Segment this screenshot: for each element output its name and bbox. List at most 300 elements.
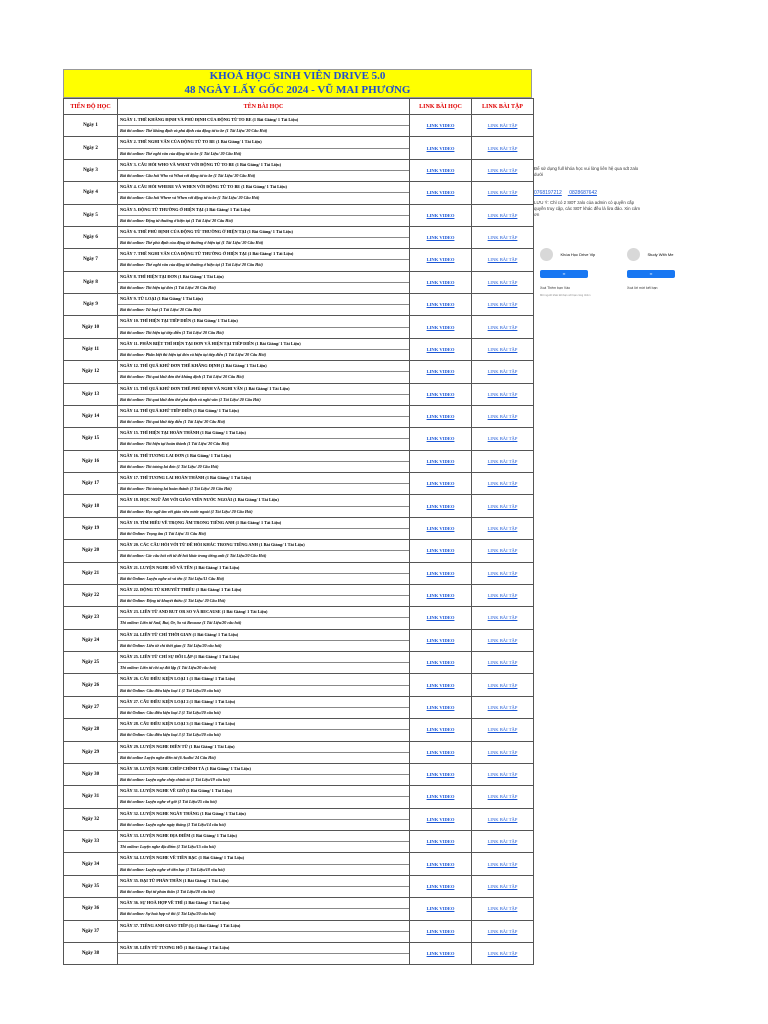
video-link[interactable]: LINK VIDEO <box>426 593 455 599</box>
video-cell <box>410 338 472 360</box>
lesson-title: NGÀY 5. ĐỘNG TỪ THƯỜNG Ở HIỆN TẠI (1 Bài Giảng/ 1 Tài Liệu) <box>120 206 251 212</box>
video-link[interactable]: LINK VIDEO <box>426 906 455 912</box>
day-cell: Ngày 26 <box>64 674 118 696</box>
exercise-cell <box>472 808 534 830</box>
online-test-title: Bài thi Online: Liên từ chỉ thời gian (1 Tài Liệu/20 câu hỏi) <box>118 640 409 651</box>
lesson-title: NGÀY 6. THỂ PHỦ ĐỊNH CỦA ĐỘNG TỪ THƯỜNG Ở HIỆN TẠI (1 Bài Giảng/ 1 Tài Liệu) <box>120 228 293 234</box>
table-row <box>64 763 534 785</box>
table-row <box>64 786 534 808</box>
exercise-cell <box>472 763 534 785</box>
video-cell <box>410 405 472 427</box>
exercise-link[interactable]: LINK BÀI TẬP <box>487 951 518 957</box>
video-cell <box>410 741 472 763</box>
lesson-cell <box>118 473 410 495</box>
lesson-title: NGÀY 28. CÂU ĐIỀU KIỆN LOẠI 3 (1 Bài Giảng/ 1 Tài Liệu) <box>120 721 236 727</box>
lesson-title: NGÀY 2. THỂ NGHI VẤN CỦA ĐỘNG TỪ TO BE (1 Bài Giảng/ 1 Tài Liệu) <box>120 139 262 145</box>
video-cell <box>410 137 472 159</box>
table-row <box>64 629 534 651</box>
exercise-link[interactable]: LINK BÀI TẬP <box>487 212 518 218</box>
exercise-cell <box>472 517 534 539</box>
contact-note: Để sử dụng full khóa học vui lòng liên hệ qua sdt zalo dưới <box>534 166 639 177</box>
lesson-title: NGÀY 23. LIÊN TỪ AND BUT OR SO VÀ BECAUSE (1 Bài Giảng/ 1 Tài Liệu) <box>120 609 268 615</box>
day-cell: Ngày 2 <box>64 137 118 159</box>
video-cell <box>410 652 472 674</box>
exercise-link[interactable]: LINK BÀI TẬP <box>487 369 518 375</box>
exercise-link[interactable]: LINK BÀI TẬP <box>487 593 518 599</box>
video-cell <box>410 942 472 964</box>
table-row <box>64 674 534 696</box>
lesson-title: NGÀY 15. THÌ HIỆN TẠI HOÀN THÀNH (1 Bài Giảng/ 1 Tài Liệu) <box>120 430 246 436</box>
lesson-title: NGÀY 24. LIÊN TỪ CHỈ THỜI GIAN (1 Bài Giảng/ 1 Tài Liệu) <box>120 631 239 637</box>
video-cell <box>410 204 472 226</box>
day-cell: Ngày 23 <box>64 607 118 629</box>
lesson-cell <box>118 898 410 920</box>
lesson-title: NGÀY 8. THÌ HIỆN TẠI ĐƠN (1 Bài Giảng/ 1 Tài Liệu) <box>120 273 224 279</box>
exercise-link[interactable]: LINK BÀI TẬP <box>487 772 518 778</box>
video-link[interactable]: LINK VIDEO <box>426 839 455 845</box>
day-cell: Ngày 25 <box>64 652 118 674</box>
video-link[interactable]: LINK VIDEO <box>426 951 455 957</box>
exercise-cell <box>472 159 534 181</box>
video-link[interactable]: LINK VIDEO <box>426 190 455 196</box>
lesson-title: NGÀY 16. THÌ TƯƠNG LAI ĐƠN (1 Bài Giảng/ 1 Tài Liệu) <box>120 452 231 458</box>
lesson-title: NGÀY 21. LUYỆN NGHE SỐ VÀ TÊN (1 Bài Giảng/ 1 Tài Liệu) <box>120 564 240 570</box>
online-test-title: Bài thi online: Luyện nghe về giờ (1 Tài Liệu/25 câu hỏi) <box>118 796 409 807</box>
lesson-cell <box>118 226 410 248</box>
exercise-link[interactable]: LINK BÀI TẬP <box>487 279 518 285</box>
video-cell <box>410 898 472 920</box>
lesson-cell <box>118 719 410 741</box>
online-test-title: Bài thi online: Câu hỏi Who và What với động từ to be (1 Tài Liệu/ 20 Câu Hỏi) <box>118 170 409 181</box>
exercise-link[interactable]: LINK BÀI TẬP <box>487 436 518 442</box>
exercise-cell <box>472 831 534 853</box>
video-link[interactable]: LINK VIDEO <box>426 324 455 330</box>
exercise-cell <box>472 786 534 808</box>
day-cell: Ngày 21 <box>64 562 118 584</box>
day-cell: Ngày 22 <box>64 584 118 606</box>
table-row <box>64 115 534 137</box>
video-cell <box>410 607 472 629</box>
exercise-cell <box>472 115 534 137</box>
exercise-link[interactable]: LINK BÀI TẬP <box>487 660 518 666</box>
exercise-cell <box>472 249 534 271</box>
video-cell <box>410 831 472 853</box>
day-cell: Ngày 16 <box>64 450 118 472</box>
lesson-cell <box>118 383 410 405</box>
exercise-link[interactable]: LINK BÀI TẬP <box>487 167 518 173</box>
header-exercise: LINK BÀI TẬP <box>472 99 534 115</box>
lesson-cell <box>118 361 410 383</box>
table-row <box>64 517 534 539</box>
online-test-title: Bài thi online: Phân biệt thì hiện tại đơn và hiện tại tiếp diễn (1 Tài Liệu/ 20 Câu Hỏi) <box>118 349 409 360</box>
day-cell: Ngày 37 <box>64 920 118 942</box>
avatar <box>540 248 553 261</box>
video-cell <box>410 786 472 808</box>
day-cell: Ngày 20 <box>64 540 118 562</box>
lesson-title: NGÀY 19. TÌM HIỂU VỀ TRỌNG ÂM TRONG TIẾNG ANH (1 Bài Giảng/ 1 Tài Liệu) <box>120 519 282 525</box>
lesson-title: NGÀY 10. THÌ HIỆN TẠI TIẾP DIỄN (1 Bài Giảng/ 1 Tài Liệu) <box>120 318 238 324</box>
lesson-title: NGÀY 27. CÂU ĐIỀU KIỆN LOẠI 2 (1 Bài Giảng/ 1 Tài Liệu) <box>120 698 236 704</box>
exercise-link[interactable]: LINK BÀI TẬP <box>487 861 518 867</box>
online-test-title: Bài thi online: Thì quá khứ đơn thể phủ định và nghi vấn (1 Tài Liệu/ 20 Câu Hỏi) <box>118 394 409 405</box>
exercise-link[interactable]: LINK BÀI TẬP <box>487 123 518 129</box>
exercise-cell <box>472 875 534 897</box>
exercise-link[interactable]: LINK BÀI TẬP <box>487 615 518 621</box>
lesson-cell <box>118 182 410 204</box>
video-cell <box>410 383 472 405</box>
lesson-cell <box>118 338 410 360</box>
online-test-title: Bài thi online: Luyện nghe chép chính tả (1 Tài Liệu/19 câu hỏi) <box>118 774 409 785</box>
video-link[interactable]: LINK VIDEO <box>426 682 455 688</box>
video-link[interactable]: LINK VIDEO <box>426 391 455 397</box>
exercise-cell <box>472 495 534 517</box>
exercise-link[interactable]: LINK BÀI TẬP <box>487 503 518 509</box>
lesson-title: NGÀY 38. LIÊN TỪ TƯƠNG HỖ (1 Bài Giảng/ 1 Tài Liệu) <box>120 944 230 950</box>
warning-note: LƯU Ý: Chỉ có 2 SĐT zalo của admin có quyền cấp quyền truy cập, các SĐT khác đều là lừa đảo. Xin cảm ơn <box>534 200 641 217</box>
video-cell <box>410 226 472 248</box>
video-link[interactable]: LINK VIDEO <box>426 346 455 352</box>
exercise-link[interactable]: LINK BÀI TẬP <box>487 235 518 241</box>
avatar <box>627 248 640 261</box>
exercise-link[interactable]: LINK BÀI TẬP <box>487 883 518 889</box>
video-link[interactable]: LINK VIDEO <box>426 660 455 666</box>
lesson-title: NGÀY 11. PHÂN BIỆT THÌ HIỆN TẠI ĐƠN VÀ HIỆN TẠI TIẾP DIỄN (1 Bài Giảng/ 1 Tài Liệu) <box>120 340 301 346</box>
video-link[interactable]: LINK VIDEO <box>426 212 455 218</box>
video-cell <box>410 316 472 338</box>
online-test-title: Bài thi Online: Trọng âm (1 Tài Liệu/ 15 Câu Hỏi) <box>118 528 409 539</box>
exercise-link[interactable]: LINK BÀI TẬP <box>487 257 518 263</box>
day-cell: Ngày 9 <box>64 294 118 316</box>
exercise-cell <box>472 338 534 360</box>
lesson-cell <box>118 562 410 584</box>
video-link[interactable]: LINK VIDEO <box>426 145 455 151</box>
lesson-cell <box>118 495 410 517</box>
online-test-title: Bài thi Online: Câu điều kiện loại 1 (1 Tài Liệu/20 câu hỏi) <box>118 685 409 696</box>
video-link[interactable]: LINK VIDEO <box>426 436 455 442</box>
video-link[interactable]: LINK VIDEO <box>426 302 455 308</box>
exercise-cell <box>472 294 534 316</box>
table-row <box>64 405 534 427</box>
exercise-link[interactable]: LINK BÀI TẬP <box>487 548 518 554</box>
exercise-cell <box>472 226 534 248</box>
lesson-cell <box>118 137 410 159</box>
online-test-title: Bài thi online: Thì hiện tại hoàn thành (1 Tài Liệu/ 20 Câu Hỏi) <box>118 438 409 449</box>
video-link[interactable]: LINK VIDEO <box>426 861 455 867</box>
video-link[interactable]: LINK VIDEO <box>426 570 455 576</box>
video-link[interactable]: LINK VIDEO <box>426 816 455 822</box>
video-cell <box>410 875 472 897</box>
exercise-link[interactable]: LINK BÀI TẬP <box>487 928 518 934</box>
video-link[interactable]: LINK VIDEO <box>426 414 455 420</box>
video-cell <box>410 495 472 517</box>
online-test-title: Bài thi online: Thì hiện tại tiếp diễn (1 Tài Liệu/ 20 Câu Hỏi) <box>118 327 409 338</box>
video-cell <box>410 450 472 472</box>
online-test-title: Bài thi online: Đại từ phản thân (1 Tài Liệu/20 câu hỏi) <box>118 886 409 897</box>
lesson-cell <box>118 808 410 830</box>
day-cell: Ngày 10 <box>64 316 118 338</box>
lesson-cell <box>118 294 410 316</box>
lesson-title: NGÀY 37. TIẾNG ANH GIAO TIẾP (1) (1 Bài Giảng/ 1 Tài Liệu) <box>120 922 241 928</box>
phone-link-1[interactable]: 0768197212 <box>534 190 562 196</box>
video-link[interactable]: LINK VIDEO <box>426 637 455 643</box>
lesson-cell <box>118 316 410 338</box>
contact-panel <box>534 166 646 218</box>
exercise-link[interactable]: LINK BÀI TẬP <box>487 637 518 643</box>
exercise-link[interactable]: LINK BÀI TẬP <box>487 794 518 800</box>
online-test-title: Bài thi online: Học ngữ âm với giáo viên nước ngoài (1 Tài Liệu/ 20 Câu Hỏi) <box>118 506 409 517</box>
online-test-title: Bài thi online: Thì quá khứ đơn thể khẳng định (1 Tài Liệu/ 20 Câu Hỏi) <box>118 371 409 382</box>
video-cell <box>410 584 472 606</box>
exercise-cell <box>472 540 534 562</box>
table-row <box>64 450 534 472</box>
video-cell <box>410 473 472 495</box>
lesson-cell <box>118 629 410 651</box>
exercise-link[interactable]: LINK BÀI TẬP <box>487 391 518 397</box>
table-row <box>64 719 534 741</box>
online-test-title: Thi online: Luyện nghe địa điểm (1 Tài Liệu/15 câu hỏi) <box>118 841 409 852</box>
exercise-link[interactable]: LINK BÀI TẬP <box>487 525 518 531</box>
exercise-link[interactable]: LINK BÀI TẬP <box>487 346 518 352</box>
table-row <box>64 294 534 316</box>
video-cell <box>410 182 472 204</box>
day-cell: Ngày 13 <box>64 383 118 405</box>
lesson-cell <box>118 204 410 226</box>
exercise-link[interactable]: LINK BÀI TẬP <box>487 704 518 710</box>
exercise-link[interactable]: LINK BÀI TẬP <box>487 906 518 912</box>
video-link[interactable]: LINK VIDEO <box>426 458 455 464</box>
lesson-cell <box>118 674 410 696</box>
lesson-title: NGÀY 33. LUYỆN NGHE ĐỊA ĐIỂM (1 Bài Giảng/ 1 Tài Liệu) <box>120 833 237 838</box>
exercise-cell <box>472 137 534 159</box>
day-cell: Ngày 1 <box>64 115 118 137</box>
table-row <box>64 920 534 942</box>
day-cell: Ngày 27 <box>64 696 118 718</box>
video-cell <box>410 562 472 584</box>
lesson-title: NGÀY 30. LUYỆN NGHE CHÉP CHÍNH TẢ (1 Bài Giảng/ 1 Tài Liệu) <box>120 765 251 771</box>
exercise-link[interactable]: LINK BÀI TẬP <box>487 190 518 196</box>
table-body <box>64 115 534 965</box>
table-row <box>64 137 534 159</box>
header-video: LINK BÀI HỌC <box>410 99 472 115</box>
lesson-title: NGÀY 20. CÁC CÂU HỎI VỚI TỪ ĐỂ HỎI KHÁC TRONG TIẾNG ANH (1 Bài Giảng/ 1 Tài Liệu) <box>120 542 305 548</box>
exercise-cell <box>472 853 534 875</box>
video-link[interactable]: LINK VIDEO <box>426 123 455 129</box>
day-cell: Ngày 36 <box>64 898 118 920</box>
exercise-cell <box>472 316 534 338</box>
lesson-cell <box>118 786 410 808</box>
table-row <box>64 652 534 674</box>
lesson-title: NGÀY 4. CÂU HỎI WHERE VÀ WHEN VỚI ĐỘNG TỪ TO BE (1 Bài Giảng/ 1 Tài Liệu) <box>120 184 287 190</box>
exercise-link[interactable]: LINK BÀI TẬP <box>487 839 518 845</box>
video-link[interactable]: LINK VIDEO <box>426 704 455 710</box>
online-test-title: Bài thi Online: Câu điều kiện loại 2 (1 Tài Liệu/20 câu hỏi) <box>118 707 409 718</box>
video-link[interactable]: LINK VIDEO <box>426 615 455 621</box>
lesson-title: NGÀY 31. LUYỆN NGHE VỀ GIỜ (1 Bài Giảng/ 1 Tài Liệu) <box>120 788 232 794</box>
online-test-title <box>118 953 409 964</box>
video-cell <box>410 428 472 450</box>
lesson-title: NGÀY 14. THÌ QUÁ KHỨ TIẾP DIỄN (1 Bài Giảng/ 1 Tài Liệu) <box>120 407 239 413</box>
exercise-link[interactable]: LINK BÀI TẬP <box>487 145 518 151</box>
schedule-table <box>63 98 534 965</box>
day-cell: Ngày 38 <box>64 942 118 964</box>
lesson-title: NGÀY 12. THÌ QUÁ KHỨ ĐƠN THỂ KHẲNG ĐỊNH (1 Bài Giảng/ 1 Tài Liệu) <box>120 363 267 369</box>
day-cell: Ngày 14 <box>64 405 118 427</box>
video-link[interactable]: LINK VIDEO <box>426 727 455 733</box>
exercise-link[interactable]: LINK BÀI TẬP <box>487 816 518 822</box>
phone-numbers <box>534 190 646 196</box>
exercise-cell <box>472 428 534 450</box>
online-test-title: Bài thi online Luyện nghe điền từ (6 Audio/ 24 Câu Hỏi) <box>118 752 409 763</box>
online-test-title: Bài thi online: Thì tương lai hoàn thành (1 Tài Liệu/ 20 Câu Hỏi) <box>118 483 409 494</box>
video-cell <box>410 271 472 293</box>
exercise-cell <box>472 719 534 741</box>
table-row <box>64 159 534 181</box>
table-row <box>64 540 534 562</box>
table-row <box>64 383 534 405</box>
video-cell <box>410 763 472 785</box>
lesson-title: NGÀY 26. CÂU ĐIỀU KIỆN LOẠI 1 (1 Bài Giảng/ 1 Tài Liệu) <box>120 676 236 682</box>
table-header-row <box>64 99 534 115</box>
lesson-cell <box>118 853 410 875</box>
table-row <box>64 316 534 338</box>
day-cell: Ngày 35 <box>64 875 118 897</box>
lesson-cell <box>118 517 410 539</box>
table-row <box>64 271 534 293</box>
day-cell: Ngày 15 <box>64 428 118 450</box>
lesson-title: NGÀY 36. SỰ HOÀ HỢP VỀ THÌ (1 Bài Giảng/ 1 Tài Liệu) <box>120 900 230 906</box>
online-test-title: Bài thi online: Động từ thường ở hiện tại (1 Tài Liệu/ 20 Câu Hỏi) <box>118 215 409 226</box>
lesson-title: NGÀY 13. THÌ QUÁ KHỨ ĐƠN THỂ PHỦ ĐỊNH VÀ NGHI VẤN (1 Bài Giảng/ 1 Tài Liệu) <box>120 385 290 391</box>
video-cell <box>410 517 472 539</box>
lesson-cell <box>118 652 410 674</box>
exercise-link[interactable]: LINK BÀI TẬP <box>487 727 518 733</box>
online-test-title: Bài thi online: Thể khẳng định và phủ định của động từ to be (1 Tài Liệu/ 20 Câu Hỏi) <box>118 125 409 136</box>
video-cell <box>410 696 472 718</box>
zalo-card-1 <box>540 246 600 297</box>
video-link[interactable]: LINK VIDEO <box>426 369 455 375</box>
exercise-cell <box>472 696 534 718</box>
online-test-title <box>118 931 409 942</box>
day-cell: Ngày 12 <box>64 361 118 383</box>
day-cell: Ngày 18 <box>64 495 118 517</box>
zalo-card-2 <box>627 246 687 290</box>
lesson-title: NGÀY 35. ĐẠI TỪ PHẢN THÂN (1 Bài Giảng/ 1 Tài Liệu) <box>120 877 229 883</box>
course-subtitle: 48 NGÀY LẤY GỐC 2024 - VŨ MAI PHƯƠNG <box>63 83 532 98</box>
video-cell <box>410 719 472 741</box>
video-link[interactable]: LINK VIDEO <box>426 928 455 934</box>
table-row <box>64 875 534 897</box>
exercise-cell <box>472 741 534 763</box>
day-cell: Ngày 5 <box>64 204 118 226</box>
lesson-title: NGÀY 25. LIÊN TỪ CHỈ SỰ ĐỐI LẬP (1 Bài Giảng/ 1 Tài Liệu) <box>120 654 240 659</box>
exercise-cell <box>472 271 534 293</box>
table-row <box>64 204 534 226</box>
card-caption: Xoá Thêm bạn Vào <box>540 286 571 290</box>
exercise-cell <box>472 473 534 495</box>
video-link[interactable]: LINK VIDEO <box>426 235 455 241</box>
video-link[interactable]: LINK VIDEO <box>426 279 455 285</box>
exercise-cell <box>472 584 534 606</box>
lesson-cell <box>118 696 410 718</box>
lesson-cell <box>118 831 410 853</box>
card-name: Khóa Học Drive Vip <box>560 252 596 258</box>
day-cell: Ngày 29 <box>64 741 118 763</box>
video-link[interactable]: LINK VIDEO <box>426 794 455 800</box>
table-row <box>64 562 534 584</box>
online-test-title: Bài thi Online: Luyện nghe số và tên (1 Tài Liệu/11 Câu Hỏi) <box>118 573 409 584</box>
video-link[interactable]: LINK VIDEO <box>426 257 455 263</box>
exercise-link[interactable]: LINK BÀI TẬP <box>487 458 518 464</box>
day-cell: Ngày 19 <box>64 517 118 539</box>
online-test-title: Bài thi online: Thể nghi vấn của động từ to be (1 Tài Liệu/ 20 Câu Hỏi) <box>118 148 409 159</box>
video-link[interactable]: LINK VIDEO <box>426 481 455 487</box>
exercise-cell <box>472 405 534 427</box>
message-button[interactable]: ✉ <box>627 270 675 278</box>
video-link[interactable]: LINK VIDEO <box>426 883 455 889</box>
video-link[interactable]: LINK VIDEO <box>426 503 455 509</box>
video-link[interactable]: LINK VIDEO <box>426 167 455 173</box>
exercise-cell <box>472 182 534 204</box>
online-test-title: Thi online: Liên từ And, But, Or, So và Because (1 Tài Liệu/20 câu hỏi) <box>118 617 409 628</box>
message-button[interactable]: ✉ <box>540 270 588 278</box>
video-cell <box>410 808 472 830</box>
lesson-title: NGÀY 34. LUYỆN NGHE VỀ TIỀN BẠC (1 Bài Giảng/ 1 Tài Liệu) <box>120 855 245 861</box>
exercise-cell <box>472 920 534 942</box>
exercise-link[interactable]: LINK BÀI TẬP <box>487 414 518 420</box>
exercise-link[interactable]: LINK BÀI TẬP <box>487 682 518 688</box>
online-test-title: Bài thi online: Sự hoà hợp về thì (1 Tài Liệu/20 câu hỏi) <box>118 908 409 919</box>
exercise-link[interactable]: LINK BÀI TẬP <box>487 570 518 576</box>
video-link[interactable]: LINK VIDEO <box>426 548 455 554</box>
exercise-cell <box>472 629 534 651</box>
video-cell <box>410 361 472 383</box>
course-title: KHOÁ HỌC SINH VIÊN DRIVE 5.0 <box>63 69 532 83</box>
video-link[interactable]: LINK VIDEO <box>426 772 455 778</box>
video-cell <box>410 920 472 942</box>
phone-link-2[interactable]: 0828687642 <box>569 190 598 196</box>
day-cell: Ngày 7 <box>64 249 118 271</box>
day-cell: Ngày 30 <box>64 763 118 785</box>
lesson-cell <box>118 763 410 785</box>
lesson-title: NGÀY 7. THỂ NGHI VẤN CỦA ĐỘNG TỪ THƯỜNG Ở HIỆN TẠI (1 Bài Giảng/ 1 Tài Liệu) <box>120 251 294 257</box>
table-row <box>64 338 534 360</box>
card-subtext: Mời người khác kết bạn với bạn cùng nhóm <box>540 294 591 297</box>
lesson-title: NGÀY 32. LUYỆN NGHE NGÀY THÁNG (1 Bài Giảng/ 1 Tài Liệu) <box>120 810 246 816</box>
video-link[interactable]: LINK VIDEO <box>426 525 455 531</box>
lesson-title: NGÀY 29. LUYỆN NGHE ĐIỀN TỪ (1 Bài Giảng/ 1 Tài Liệu) <box>120 743 235 749</box>
exercise-cell <box>472 652 534 674</box>
day-cell: Ngày 6 <box>64 226 118 248</box>
exercise-link[interactable]: LINK BÀI TẬP <box>487 324 518 330</box>
day-cell: Ngày 17 <box>64 473 118 495</box>
table-row <box>64 808 534 830</box>
exercise-link[interactable]: LINK BÀI TẬP <box>487 481 518 487</box>
table-row <box>64 495 534 517</box>
exercise-link[interactable]: LINK BÀI TẬP <box>487 302 518 308</box>
lesson-cell <box>118 159 410 181</box>
card-caption: Xoá lời mời kết bạn <box>627 286 658 290</box>
online-test-title: Bài thi online: Các câu hỏi với từ để hỏi khác trong tiếng anh (1 Tài Liệu/20 Câu Hỏi) <box>118 550 409 561</box>
online-test-title: Bài thi online: Từ loại (1 Tài Liệu/ 20 Câu Hỏi) <box>118 304 409 315</box>
online-test-title: Bài thi Online: Động từ khuyết thiếu (1 Tài Liệu/ 20 Câu Hỏi) <box>118 595 409 606</box>
day-cell: Ngày 4 <box>64 182 118 204</box>
day-cell: Ngày 28 <box>64 719 118 741</box>
exercise-cell <box>472 383 534 405</box>
video-link[interactable]: LINK VIDEO <box>426 749 455 755</box>
day-cell: Ngày 11 <box>64 338 118 360</box>
table-row <box>64 741 534 763</box>
exercise-link[interactable]: LINK BÀI TẬP <box>487 749 518 755</box>
